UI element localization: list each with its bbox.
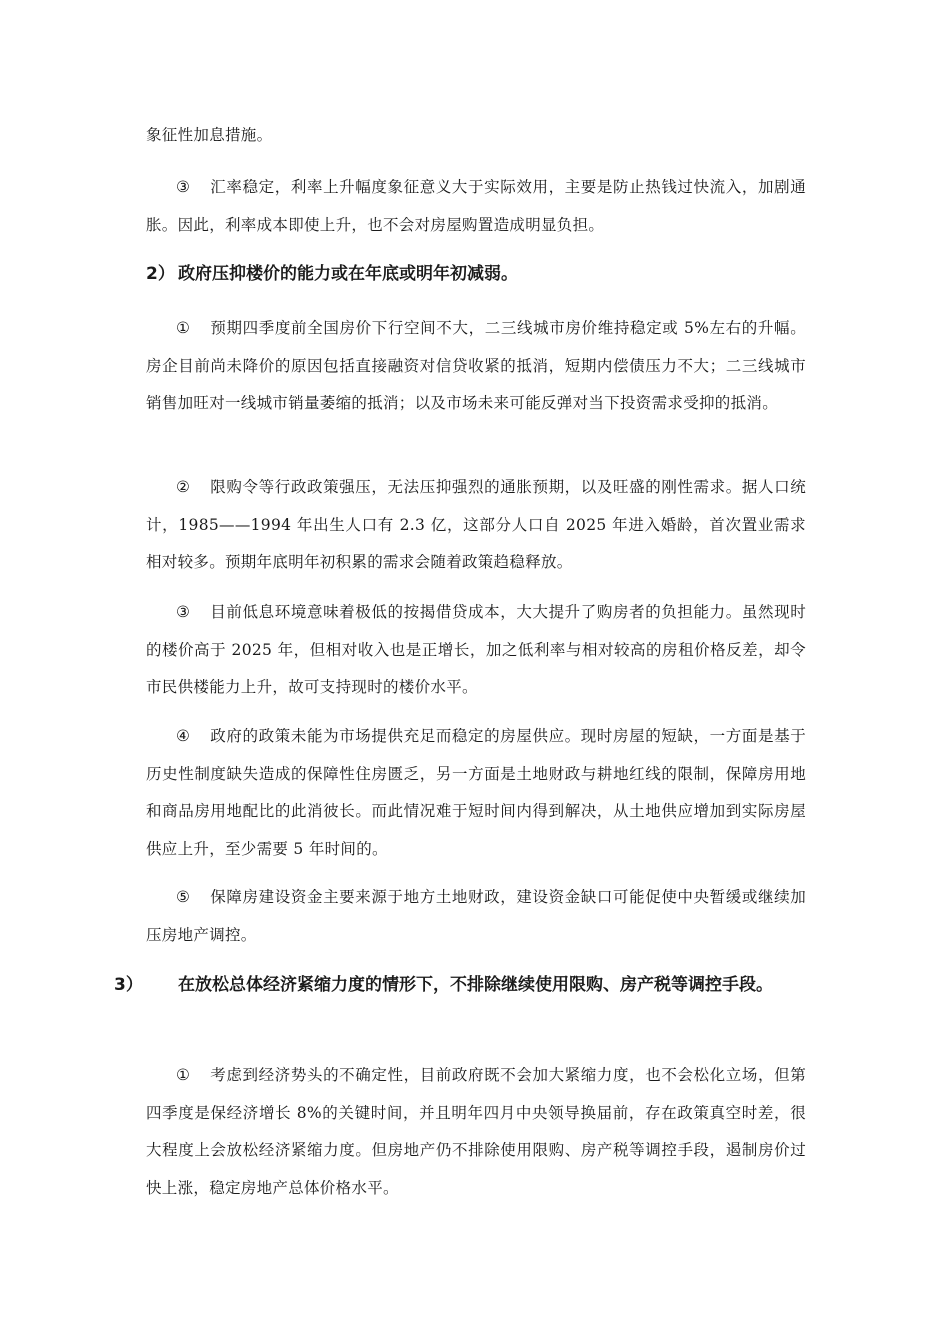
paragraph-continuation	[146, 117, 806, 155]
circled-number-marker: ③	[176, 178, 191, 196]
circled-number-marker: ⑤	[176, 888, 191, 906]
section-heading-2	[146, 256, 816, 293]
paragraph-item-3b	[146, 594, 806, 707]
paragraph-item-1	[146, 310, 806, 423]
paragraph-text: 汇率稳定，利率上升幅度象征意义大于实际效用，主要是防止热钱过快流入，加剧通胀。因此，利率成本即使上升，也不会对房屋购置造成明显负担。	[146, 178, 806, 234]
paragraph-text: 保障房建设资金主要来源于地方土地财政，建设资金缺口可能促使中央暂缓或继续加压房地产调控。	[146, 888, 806, 944]
paragraph-item-3	[146, 169, 806, 244]
paragraph-text: 考虑到经济势头的不确定性，目前政府既不会加大紧缩力度，也不会松化立场，但第四季度是保经济增长 8%的关键时间，并且明年四月中央领导换届前，存在政策真空时差，很大程度上会放松经济紧缩力度。但房地产仍不排除使用限购、房产税等调控手段，遏制房价过快上涨，稳定房地产总体价格水平。	[146, 1066, 806, 1197]
heading-text: 政府压抑楼价的能力或在年底或明年初减弱。	[178, 264, 518, 284]
paragraph-text: 政府的政策未能为市场提供充足而稳定的房屋供应。现时房屋的短缺，一方面是基于历史性制度缺失造成的保障性住房匮乏，另一方面是土地财政与耕地红线的限制，保障房用地和商品房用地配比的此消彼长。而此情况难于短时间内得到解决，从土地供应增加到实际房屋供应上升，至少需要 5 年时间的。	[146, 727, 806, 858]
section-heading-3	[114, 967, 848, 1004]
paragraph-item-1b	[146, 1057, 806, 1207]
circled-number-marker: ②	[176, 478, 191, 496]
paragraph-item-4	[146, 718, 806, 868]
paragraph-item-5	[146, 879, 806, 954]
paragraph-text: 象征性加息措施。	[146, 126, 273, 144]
circled-number-marker: ①	[176, 319, 191, 337]
circled-number-marker: ③	[176, 603, 191, 621]
paragraph-text: 限购令等行政政策强压，无法压抑强烈的通胀预期，以及旺盛的刚性需求。据人口统计，1985——1994 年出生人口有 2.3 亿，这部分人口自 2025 年进入婚龄，首次置业需求相对较多。预期年底明年初积累的需求会随着政策趋稳释放。	[146, 478, 806, 571]
heading-number: 2）	[146, 264, 175, 284]
paragraph-item-2	[146, 469, 806, 582]
circled-number-marker: ④	[176, 727, 191, 745]
heading-text: 在放松总体经济紧缩力度的情形下，不排除继续使用限购、房产税等调控手段。	[178, 975, 773, 995]
circled-number-marker: ①	[176, 1066, 191, 1084]
paragraph-text: 目前低息环境意味着极低的按揭借贷成本，大大提升了购房者的负担能力。虽然现时的楼价高于 2025 年，但相对收入也是正增长，加之低利率与相对较高的房租价格反差，却令市民供楼能力上升，故可支持现时的楼价水平。	[146, 603, 806, 696]
paragraph-text: 预期四季度前全国房价下行空间不大，二三线城市房价维持稳定或 5%左右的升幅。房企目前尚未降价的原因包括直接融资对信贷收紧的抵消，短期内偿债压力不大；二三线城市销售加旺对一线城市销量萎缩的抵消；以及市场未来可能反弹对当下投资需求受抑的抵消。	[146, 319, 806, 412]
heading-number: 3）	[114, 975, 143, 995]
